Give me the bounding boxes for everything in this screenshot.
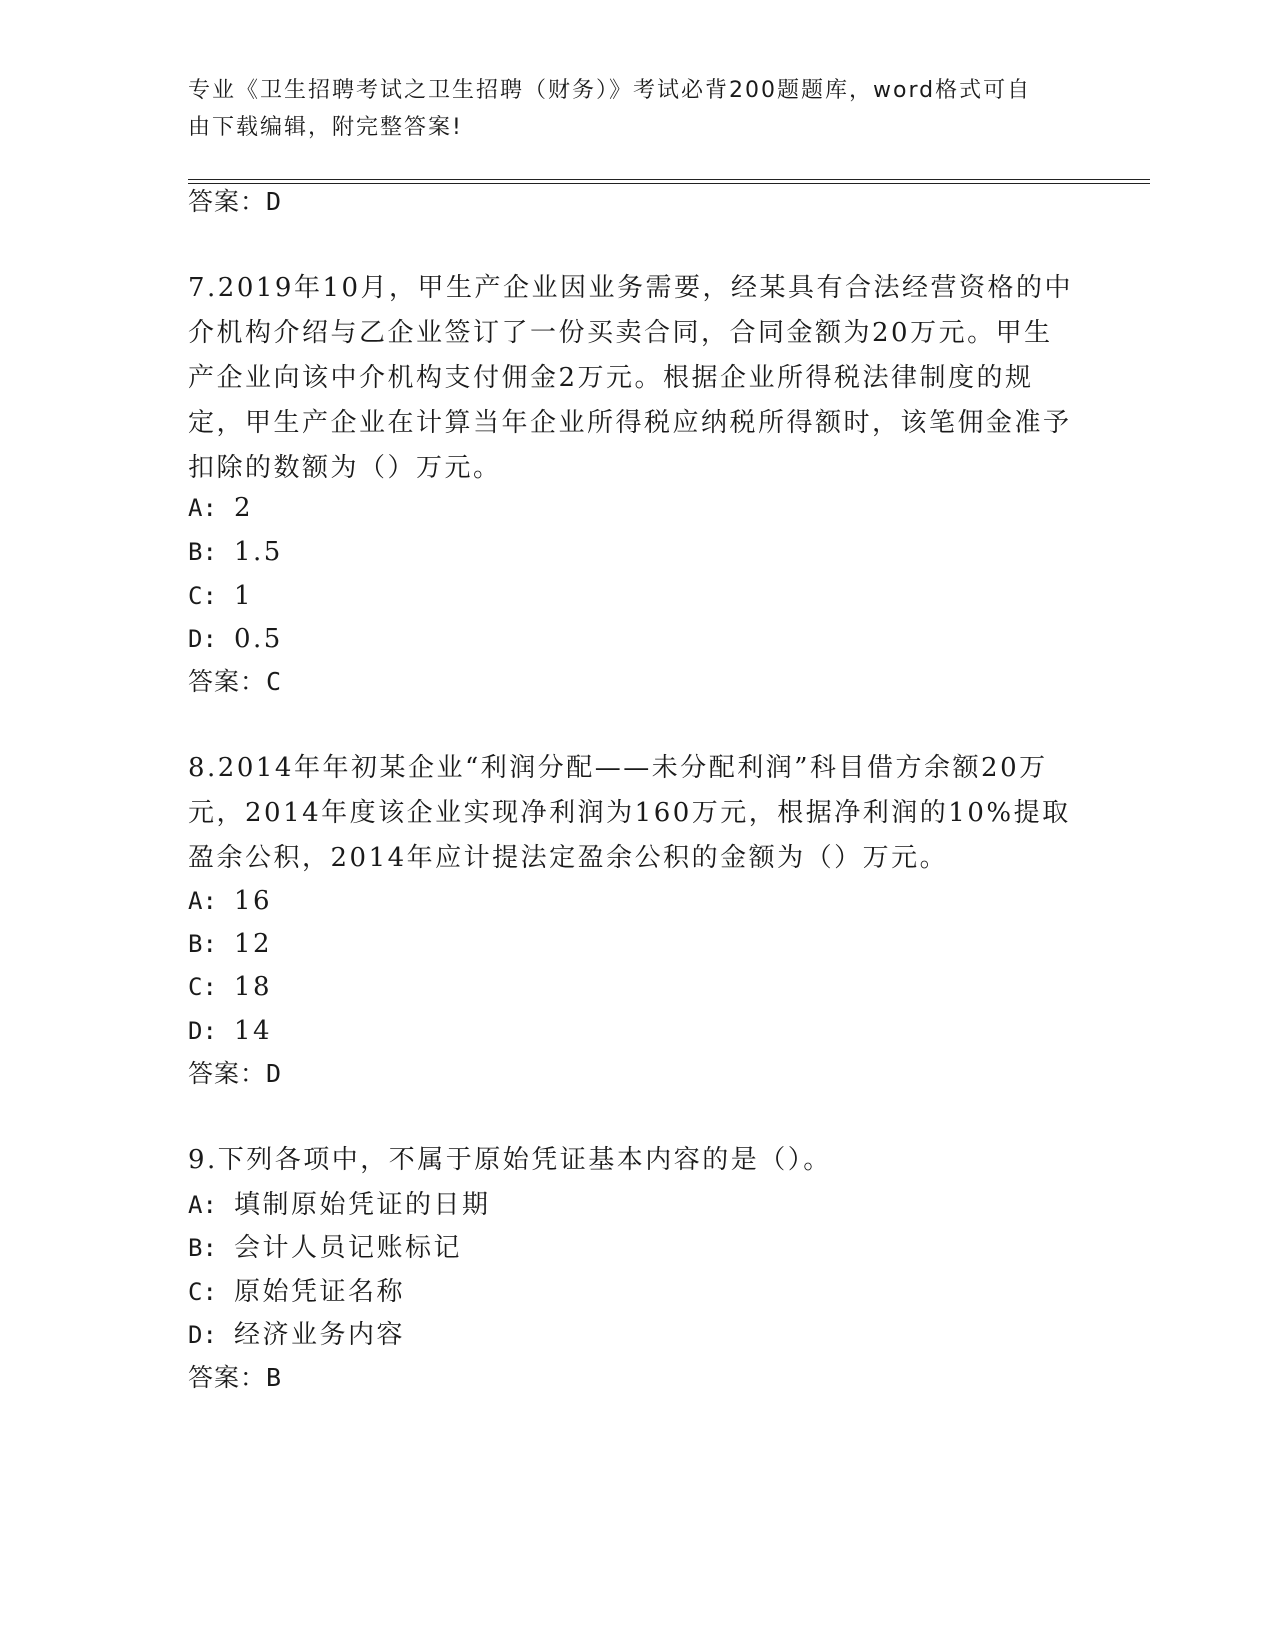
answer-value: D [266, 187, 283, 216]
question-9-option-b [188, 1233, 462, 1263]
question-8-option-a [188, 886, 272, 916]
header-divider-bottom [188, 183, 1150, 184]
option-key: D: [188, 625, 217, 653]
option-key: D: [188, 1321, 217, 1349]
question-9-option-a [188, 1190, 491, 1220]
option-text: 填制原始凭证的日期 [234, 1190, 491, 1220]
option-key: C: [188, 1278, 217, 1306]
question-8-option-c [188, 972, 272, 1002]
option-text: 会计人员记账标记 [234, 1233, 463, 1263]
question-9-answer [188, 1363, 282, 1393]
header-line-1: 专业《卫生招聘考试之卫生招聘（财务）》考试必背200题题库，word格式可自 [188, 78, 1032, 103]
option-key: C: [188, 973, 217, 1001]
option-text: 原始凭证名称 [234, 1277, 406, 1307]
question-7-option-a [188, 493, 253, 523]
option-key: D: [188, 1017, 217, 1045]
previous-question-answer [188, 187, 282, 217]
answer-value: D [266, 1059, 283, 1088]
option-text: 18 [234, 972, 273, 1002]
option-text: 14 [234, 1016, 273, 1046]
option-key: B: [188, 1234, 217, 1262]
option-key: B: [188, 538, 217, 566]
option-text: 16 [234, 886, 273, 916]
header-divider-top [188, 179, 1150, 180]
option-key: B: [188, 930, 217, 958]
answer-label: 答案： [188, 1363, 267, 1392]
answer-label: 答案： [188, 187, 267, 216]
option-key: C: [188, 582, 217, 610]
option-text: 12 [234, 929, 273, 959]
option-text: 1.5 [234, 537, 283, 567]
question-9-option-d [188, 1320, 405, 1350]
option-key: A: [188, 887, 217, 915]
answer-label: 答案： [188, 667, 267, 696]
question-8-option-d [188, 1016, 272, 1046]
document-header [188, 72, 1068, 146]
header-line-2: 由下载编辑，附完整答案! [188, 115, 463, 140]
question-7-option-b [188, 537, 283, 567]
answer-label: 答案： [188, 1059, 267, 1088]
question-9-option-c [188, 1277, 405, 1307]
option-text: 1 [234, 581, 254, 611]
option-key: A: [188, 494, 217, 522]
question-7-option-c [188, 581, 253, 611]
question-8-stem: 8.2014年年初某企业“利润分配——未分配利润”科目借方余额20万元，2014年度该企业实现净利润为160万元，根据净利润的10%提取盈余公积，2014年应计提法定盈余公积的金额为（）万元。 [188, 753, 1071, 873]
question-7-answer [188, 667, 282, 697]
option-key: A: [188, 1191, 217, 1219]
option-text: 0.5 [234, 624, 283, 654]
answer-value: B [266, 1363, 283, 1392]
question-8-option-b [188, 929, 272, 959]
question-8-answer [188, 1059, 282, 1089]
question-9-stem: 9.下列各项中，不属于原始凭证基本内容的是（）。 [188, 1145, 832, 1175]
question-7-option-d [188, 624, 283, 654]
answer-value: C [266, 667, 283, 696]
option-text: 2 [234, 493, 254, 523]
question-7-stem: 7.2019年10月，甲生产企业因业务需要，经某具有合法经营资格的中介机构介绍与乙企业签订了一份买卖合同，合同金额为20万元。甲生产企业向该中介机构支付佣金2万元。根据企业所得税法律制度的规定，甲生产企业在计算当年企业所得税应纳税所得额时，该笔佣金准予扣除的数额为（）万元。 [188, 273, 1074, 483]
option-text: 经济业务内容 [234, 1320, 406, 1350]
